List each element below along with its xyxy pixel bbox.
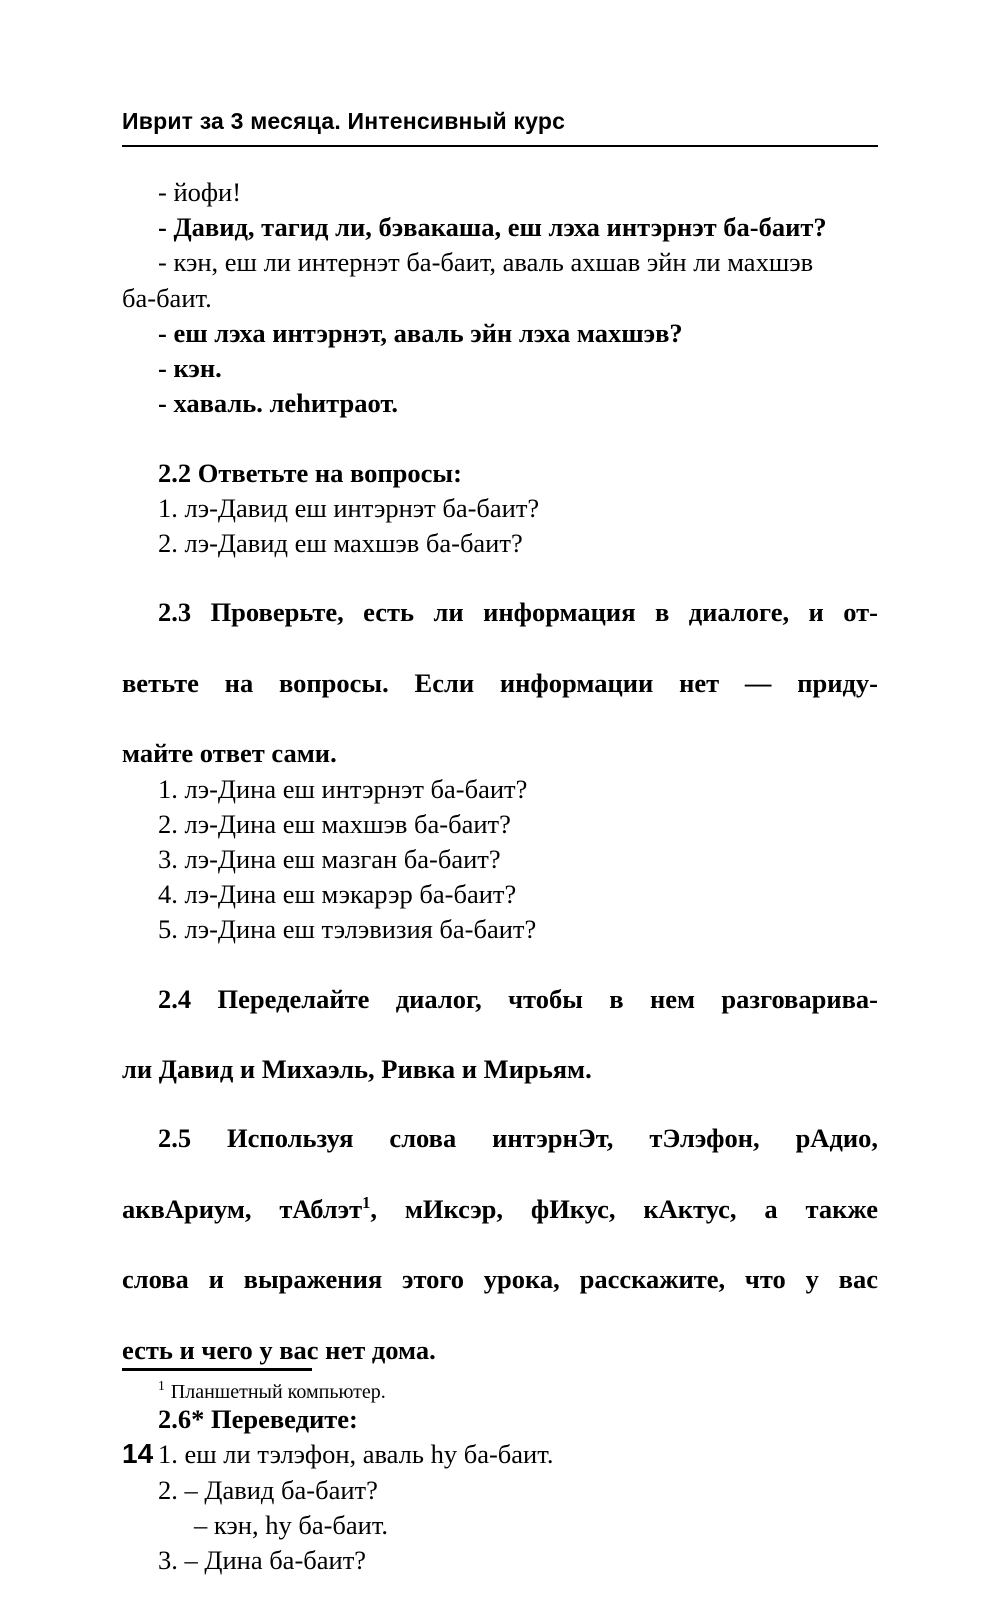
dialogue-line: - еш лэха интэрнэт, аваль эйн лэха махшэв? xyxy=(158,317,683,348)
exercise-heading: 2.6* Переведите: xyxy=(158,1404,358,1435)
page-content xyxy=(122,108,878,1578)
exercise-item: 4. лэ-Дина еш мэкарэр ба-баит? xyxy=(158,879,517,910)
running-head: Иврит за 3 месяца. Интенсивный курс xyxy=(122,108,566,134)
dialogue-line: - кэн. xyxy=(158,353,222,384)
dialogue-line: - хаваль. леhитраот. xyxy=(158,388,399,419)
footnote-area xyxy=(122,1368,878,1405)
exercise-item: 3. лэ-Дина еш мазган ба-баит? xyxy=(158,843,501,874)
dialogue-block xyxy=(122,175,878,422)
exercise-item: 5. лэ-Дина еш тэлэвизия ба-баит? xyxy=(158,914,537,945)
exercise-heading-line: 2.5 Используя слова интэрнЭт, тЭлэфон, рАдио, xyxy=(158,1123,878,1154)
exercise-item: 2. лэ-Дина еш махшэв ба-баит? xyxy=(158,808,511,839)
spacer xyxy=(122,948,878,982)
exercise-2-5 xyxy=(122,1121,878,1368)
ex25-line2-text: аквАриум, тАблэт$^1$, мИксэр, фИкус, кАктус, а также xyxy=(122,1193,878,1224)
footnote-divider xyxy=(122,1368,312,1371)
spacer xyxy=(122,561,878,595)
exercise-heading: 2.2 Ответьте на вопросы: xyxy=(158,457,462,488)
exercise-2-3 xyxy=(122,595,878,947)
header-divider xyxy=(122,145,878,147)
exercise-item: 2. – Давид ба-баит? xyxy=(158,1474,378,1505)
exercise-heading-line: есть и чего у вас нет дома. xyxy=(122,1334,436,1365)
dialogue-line: - Давид, тагид ли, бэвакаша, еш лэха интэрнэт ба-баит? xyxy=(158,212,827,243)
dialogue-line: - кэн, еш ли интернэт ба-баит, аваль ахшав эйн ли махшэв xyxy=(158,247,814,278)
exercise-heading-line: слова и выражения этого урока, расскажите, что у вас xyxy=(122,1264,878,1295)
exercise-2-4 xyxy=(122,982,878,1088)
exercise-heading-line: 2.3 Проверьте, есть ли информация в диалоге, и от- xyxy=(158,597,878,628)
dialogue-line: - йофи! xyxy=(158,177,242,207)
exercise-item: 1. еш ли тэлэфон, аваль hу ба-баит. xyxy=(158,1439,554,1470)
exercise-heading-line: ли Давид и Михаэль, Ривка и Мирьям. xyxy=(122,1054,592,1085)
dialogue-line: ба-баит. xyxy=(122,282,212,313)
page-number: 14 xyxy=(122,1438,154,1469)
exercise-2-6 xyxy=(122,1402,878,1578)
exercise-item: 3. – Дина ба-баит? xyxy=(158,1544,367,1575)
footnote-marker: 1 xyxy=(158,1378,165,1394)
exercise-item: 1. лэ-Дина еш интэрнэт ба-баит? xyxy=(158,773,528,804)
exercise-subitem: – кэн, hу ба-баит. xyxy=(194,1509,389,1540)
footnote-text xyxy=(122,1379,878,1405)
spacer xyxy=(122,1087,878,1121)
exercise-heading-line xyxy=(122,1192,878,1262)
exercise-heading-line: 2.4 Переделайте диалог, чтобы в нем разговарива- xyxy=(158,983,878,1014)
exercise-item: 1. лэ-Давид еш интэрнэт ба-баит? xyxy=(158,492,540,523)
exercise-2-2 xyxy=(122,456,878,562)
exercise-heading-line: ветьте на вопросы. Если информации нет — приду- xyxy=(122,667,878,698)
footnote-body: Планшетный компьютер. xyxy=(170,1381,386,1403)
exercise-heading-line: майте ответ сами. xyxy=(122,738,337,769)
spacer xyxy=(122,422,878,456)
exercise-item: 2. лэ-Давид еш махшэв ба-баит? xyxy=(158,528,523,559)
